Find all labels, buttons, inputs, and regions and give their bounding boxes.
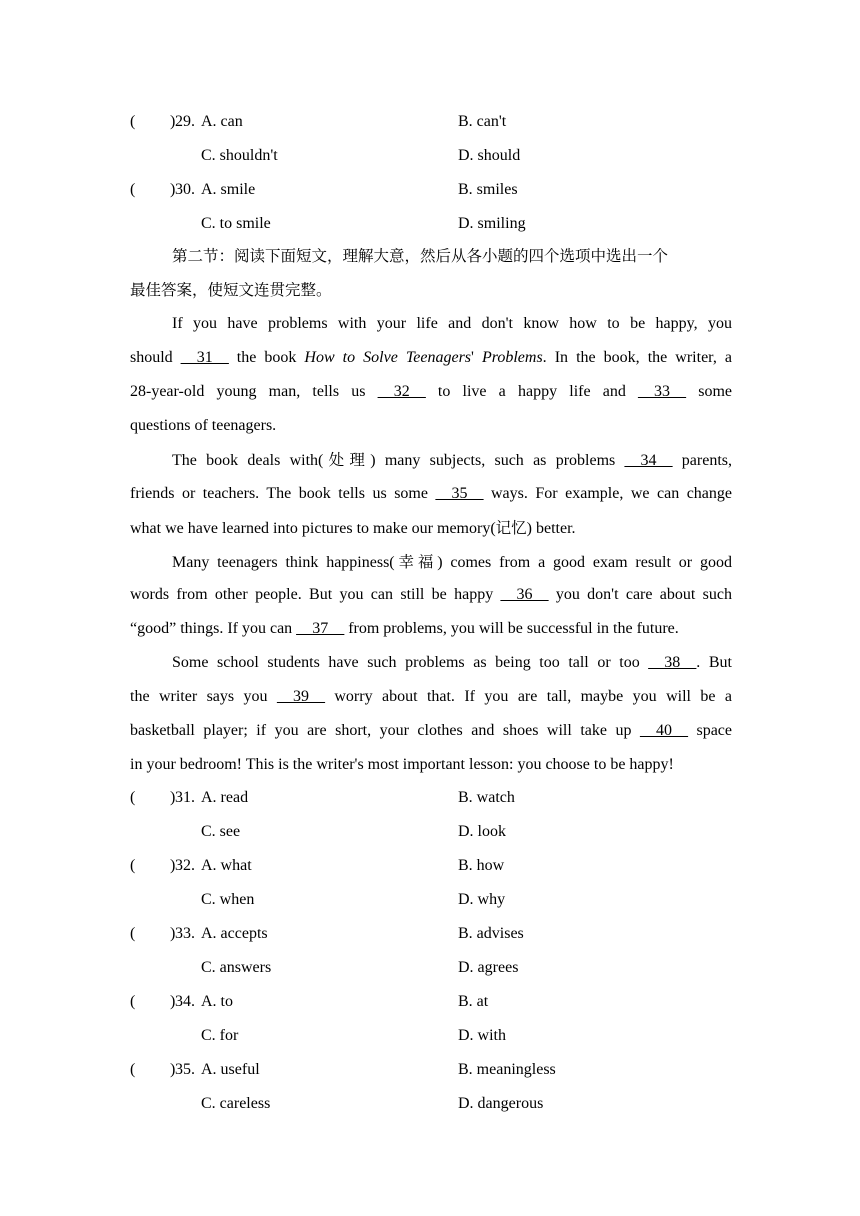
answer-bracket-close: ) bbox=[170, 113, 176, 130]
option-c: C. for bbox=[201, 1027, 239, 1044]
option-a: A. useful bbox=[201, 1061, 260, 1078]
passage-p4-line-2: the writer says you __39__ worry about that. If you are tall, maybe you will be a bbox=[130, 688, 732, 705]
option-d: D. with bbox=[458, 1027, 506, 1044]
question-number: 31. bbox=[175, 789, 195, 806]
passage-p4-line-3: basketball player; if you are short, your clothes and shoes will take up __40__ space bbox=[130, 722, 733, 739]
option-d: D. look bbox=[458, 823, 506, 840]
section-instruction-line-1: 第二节：阅读下面短文，理解大意，然后从各小题的四个选项中选出一个 bbox=[172, 247, 669, 265]
answer-bracket-close: ) bbox=[170, 181, 176, 198]
book-title-2: Problems bbox=[481, 349, 543, 366]
option-a: A. accepts bbox=[201, 925, 268, 942]
option-b: B. at bbox=[458, 993, 489, 1010]
option-a: A. smile bbox=[201, 181, 256, 198]
option-b: B. how bbox=[458, 857, 505, 874]
passage-p2-line-1: The book deals with(处理) many subjects, such as problems __34__ parents, bbox=[172, 451, 733, 469]
answer-bracket-close: ) bbox=[170, 789, 176, 806]
blank-31: __31__ bbox=[180, 349, 229, 366]
option-b: B. watch bbox=[458, 789, 515, 806]
answer-bracket-close: ) bbox=[170, 857, 176, 874]
option-d: D. smiling bbox=[458, 215, 526, 232]
answer-bracket-open: ( bbox=[130, 857, 136, 874]
passage-p3-line-2: words from other people. But you can still be happy __36__ you don't care about such bbox=[130, 586, 732, 603]
blank-40: __40__ bbox=[639, 722, 688, 739]
option-d: D. agrees bbox=[458, 959, 519, 976]
passage-p1-line-4: questions of teenagers. bbox=[130, 417, 277, 434]
option-c: C. when bbox=[201, 891, 255, 908]
option-b: B. meaningless bbox=[458, 1061, 556, 1078]
answer-bracket-close: ) bbox=[170, 993, 176, 1010]
passage-p2-line-3: what we have learned into pictures to make our memory(记忆) better. bbox=[130, 519, 576, 537]
blank-35: __35__ bbox=[435, 485, 484, 502]
option-b: B. can't bbox=[458, 113, 507, 130]
passage-p1-line-3: 28-year-old young man, tells us __32__ to live a happy life and __33__ some bbox=[130, 383, 733, 400]
answer-bracket-close: ) bbox=[170, 925, 176, 942]
answer-bracket-open: ( bbox=[130, 925, 136, 942]
question-number: 35. bbox=[175, 1061, 195, 1078]
section-instruction-line-2: 最佳答案，使短文连贯完整。 bbox=[130, 281, 332, 299]
option-a: A. to bbox=[201, 993, 233, 1010]
passage-p4-line-1: Some school students have such problems as being too tall or too __38__. But bbox=[172, 654, 732, 671]
blank-34: __34__ bbox=[624, 452, 673, 469]
question-number: 34. bbox=[175, 993, 195, 1010]
option-c: C. answers bbox=[201, 959, 272, 976]
answer-bracket-open: ( bbox=[130, 789, 136, 806]
question-number: 32. bbox=[175, 857, 195, 874]
passage-p2-line-2: friends or teachers. The book tells us some __35__ ways. For example, we can change bbox=[130, 485, 732, 502]
blank-38: __38__ bbox=[648, 654, 697, 671]
passage-p3-line-3: “good” things. If you can __37__ from problems, you will be successful in the future. bbox=[130, 620, 679, 637]
option-d: D. why bbox=[458, 891, 506, 908]
option-c: C. careless bbox=[201, 1095, 271, 1112]
answer-bracket-open: ( bbox=[130, 181, 136, 198]
option-d: D. dangerous bbox=[458, 1095, 544, 1112]
question-number: 33. bbox=[175, 925, 195, 942]
option-c: C. shouldn't bbox=[201, 147, 278, 164]
passage-p1-line-1: If you have problems with your life and don't know how to be happy, you bbox=[172, 315, 732, 332]
passage-p3-line-1: Many teenagers think happiness(幸福) comes from a good exam result or good bbox=[172, 553, 732, 571]
option-a: A. what bbox=[201, 857, 252, 874]
answer-bracket-close: ) bbox=[170, 1061, 176, 1078]
answer-bracket-open: ( bbox=[130, 1061, 136, 1078]
option-d: D. should bbox=[458, 147, 521, 164]
answer-bracket-open: ( bbox=[130, 113, 136, 130]
option-c: C. to smile bbox=[201, 215, 271, 232]
question-number: 29. bbox=[175, 113, 195, 130]
option-a: A. read bbox=[201, 789, 249, 806]
option-b: B. advises bbox=[458, 925, 524, 942]
option-b: B. smiles bbox=[458, 181, 518, 198]
passage-p4-line-4: in your bedroom! This is the writer's most important lesson: you choose to be happy! bbox=[130, 756, 674, 773]
blank-36: __36__ bbox=[500, 586, 549, 603]
blank-37: __37__ bbox=[296, 620, 345, 637]
blank-32: __32__ bbox=[377, 383, 426, 400]
book-title: How to Solve Teenagers bbox=[304, 349, 472, 366]
question-number: 30. bbox=[175, 181, 195, 198]
blank-39: __39__ bbox=[276, 688, 325, 705]
blank-33: __33__ bbox=[638, 383, 687, 400]
option-c: C. see bbox=[201, 823, 241, 840]
answer-bracket-open: ( bbox=[130, 993, 136, 1010]
option-a: A. can bbox=[201, 113, 243, 130]
passage-p1-line-2: should __31__ the book How to Solve Teenagers' Problems. In the book, the writer, a bbox=[130, 349, 732, 366]
